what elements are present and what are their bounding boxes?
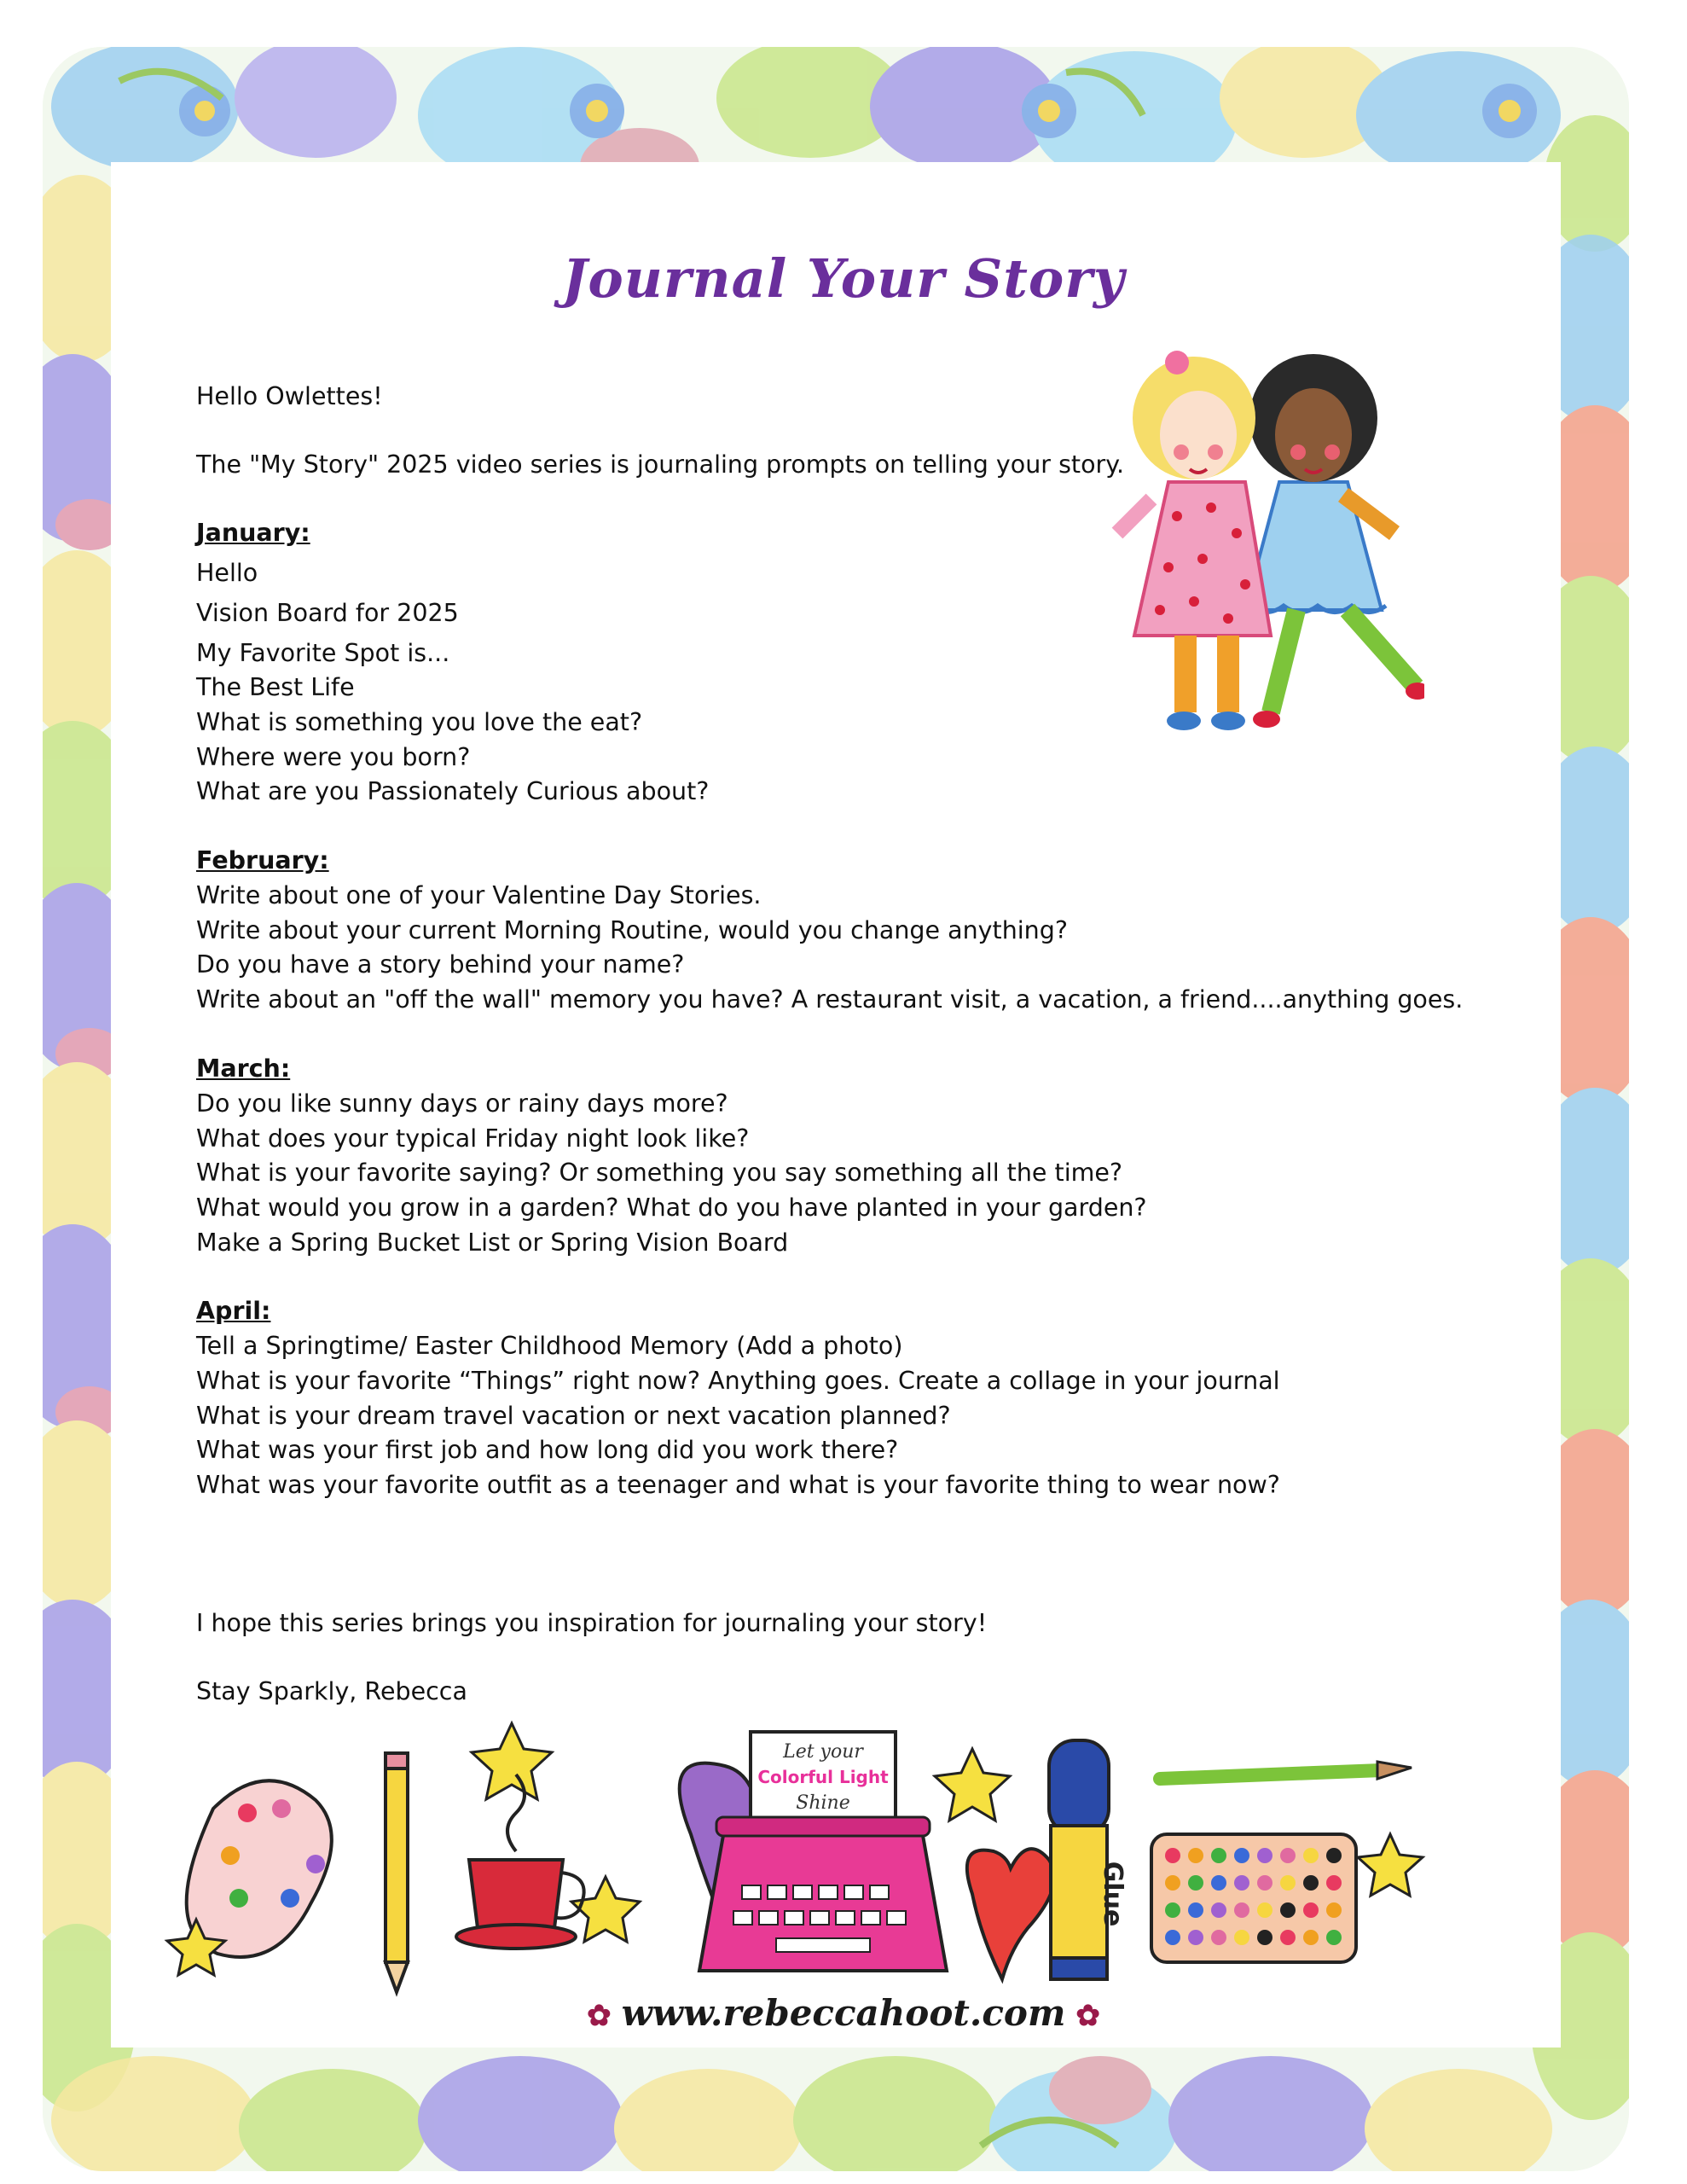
- list-item: What is your favorite “Things” right now? Anything goes. Create a collage in your journal: [196, 1367, 1280, 1395]
- paint-dot: [1303, 1848, 1319, 1863]
- list-item: What is your dream travel vacation or next vacation planned?: [196, 1402, 951, 1430]
- paint-dot: [1188, 1848, 1203, 1863]
- typewriter-paper-line3: Shine: [796, 1792, 850, 1814]
- list-item: Make a Spring Bucket List or Spring Vision Board: [196, 1228, 789, 1257]
- list-item: Tell a Springtime/ Easter Childhood Memory (Add a photo): [196, 1332, 903, 1360]
- paint-dot: [1280, 1848, 1296, 1863]
- paint-dot: [1326, 1848, 1342, 1863]
- paint-dot: [1303, 1930, 1319, 1945]
- glue-label: Glue: [1098, 1861, 1128, 1927]
- paint-dot: [1211, 1875, 1226, 1891]
- intro-text: The "My Story" 2025 video series is journaling prompts on telling your story.: [196, 450, 1125, 479]
- list-item: Write about your current Morning Routine, would you change anything?: [196, 916, 1068, 944]
- website-footer: [0, 1992, 1687, 2034]
- list-item: What are you Passionately Curious about?: [196, 777, 710, 805]
- star-icon: [472, 1723, 552, 1799]
- flower-bullet-icon: ✿: [587, 1999, 612, 2033]
- paint-dot: [1280, 1902, 1296, 1918]
- paint-dot: [1303, 1875, 1319, 1891]
- list-item: Do you like sunny days or rainy days more?: [196, 1089, 728, 1118]
- paint-dot: [1326, 1930, 1342, 1945]
- list-item: Vision Board for 2025: [196, 599, 459, 627]
- typewriter-paper-line2: Colorful Light: [757, 1767, 889, 1787]
- list-item: Write about one of your Valentine Day Stories.: [196, 881, 762, 909]
- flower-bullet-icon: ✿: [1075, 1999, 1100, 2033]
- list-item: What does your typical Friday night look like?: [196, 1124, 750, 1153]
- paint-dot: [1165, 1930, 1180, 1945]
- list-item: What is something you love the eat?: [196, 708, 643, 736]
- paint-dot: [1234, 1930, 1249, 1945]
- paint-dot: [1257, 1902, 1272, 1918]
- paint-dot: [1234, 1902, 1249, 1918]
- website-url[interactable]: www.rebeccahoot.com: [621, 1992, 1066, 2034]
- list-item: What is your favorite saying? Or something you say something all the time?: [196, 1159, 1123, 1187]
- paint-dot: [1165, 1902, 1180, 1918]
- list-item: What was your favorite outfit as a teenager and what is your favorite thing to wear now?: [196, 1471, 1280, 1499]
- paint-dot: [1211, 1930, 1226, 1945]
- list-item: What was your first job and how long did you work there?: [196, 1436, 899, 1464]
- page-title: Journal Your Story: [562, 247, 1125, 310]
- paint-dot: [1280, 1875, 1296, 1891]
- star-icon: [935, 1749, 1010, 1821]
- pencil-icon: [386, 1753, 408, 1992]
- list-item: Hello: [196, 559, 258, 587]
- greeting: Hello Owlettes!: [196, 382, 383, 410]
- paint-dot: [1165, 1848, 1180, 1863]
- list-item: My Favorite Spot is...: [196, 639, 450, 667]
- star-icon: [1358, 1834, 1423, 1896]
- paint-dot: [1211, 1902, 1226, 1918]
- february-heading: February:: [196, 846, 329, 874]
- paint-dot: [1326, 1902, 1342, 1918]
- paint-dot: [1234, 1848, 1249, 1863]
- paint-dot: [1257, 1848, 1272, 1863]
- coffee-cup-icon: [456, 1774, 584, 1949]
- typewriter-paper-line1: Let your: [783, 1741, 863, 1763]
- closing-text: I hope this series brings you inspiration for journaling your story!: [196, 1609, 988, 1637]
- april-heading: April:: [196, 1297, 271, 1325]
- paint-dot: [1234, 1875, 1249, 1891]
- paint-dot: [1188, 1902, 1203, 1918]
- list-item: The Best Life: [196, 673, 355, 701]
- paint-palette-icon: [187, 1780, 332, 1957]
- list-item: Do you have a story behind your name?: [196, 950, 685, 979]
- list-item: Where were you born?: [196, 743, 471, 771]
- typewriter-icon: [699, 1732, 947, 1971]
- paint-dot: [1165, 1875, 1180, 1891]
- paint-dot: [1211, 1848, 1226, 1863]
- paintbrush-icon: [1160, 1762, 1412, 1779]
- watercolor-tin-icon: [1151, 1834, 1356, 1962]
- girls-illustration: [1100, 328, 1424, 738]
- paint-dot: [1303, 1902, 1319, 1918]
- march-heading: March:: [196, 1054, 291, 1083]
- signoff-text: Stay Sparkly, Rebecca: [196, 1677, 467, 1705]
- list-item: Write about an "off the wall" memory you have? A restaurant visit, a vacation, a friend....anything goes.: [196, 985, 1464, 1014]
- paint-dot: [1188, 1875, 1203, 1891]
- paint-dot: [1257, 1930, 1272, 1945]
- craft-supplies-illustration: [162, 1715, 1441, 2005]
- red-heart-icon: [967, 1849, 1054, 1979]
- paint-dot: [1280, 1930, 1296, 1945]
- list-item: What would you grow in a garden? What do you have planted in your garden?: [196, 1194, 1147, 1222]
- january-heading: January:: [196, 519, 310, 547]
- glue-stick-icon: [1049, 1740, 1128, 1979]
- paint-dot: [1326, 1875, 1342, 1891]
- paint-dot: [1188, 1930, 1203, 1945]
- paint-dot: [1257, 1875, 1272, 1891]
